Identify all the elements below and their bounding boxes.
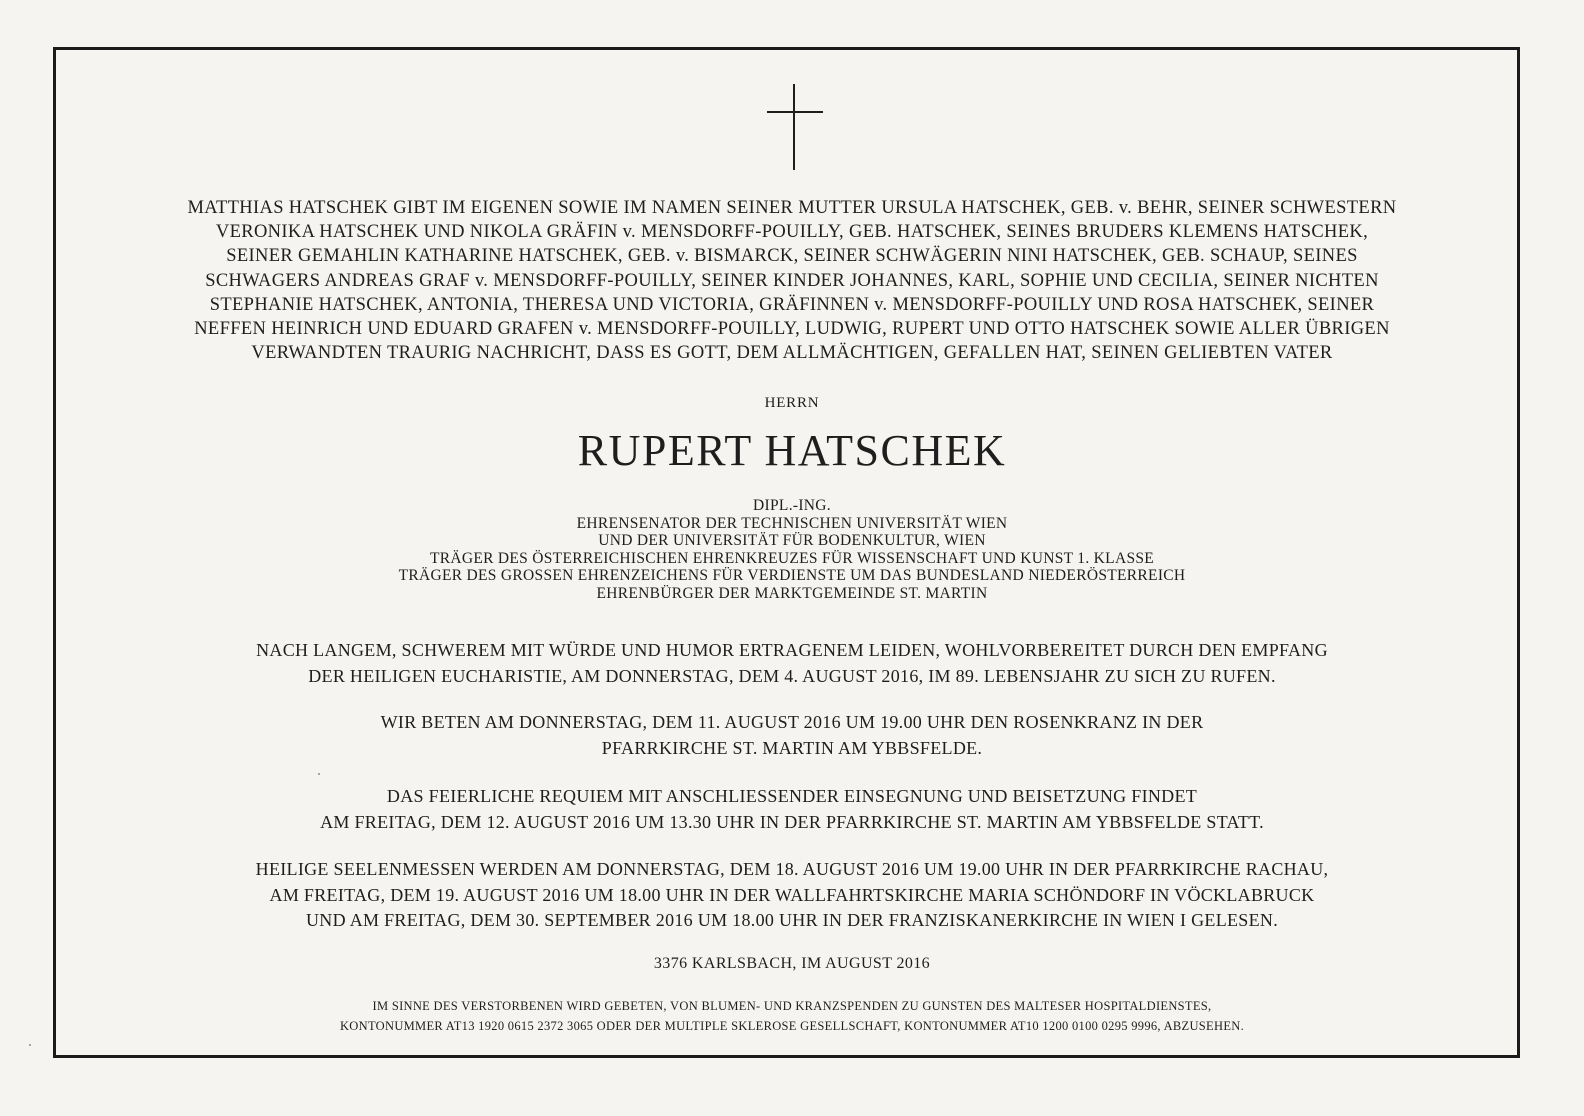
intro-line: SEINER GEMAHLIN KATHARINE HATSCHEK, GEB. v. BISMARCK, SEINER SCHWÄGERIN NINI HATSCHEK, GEB. SCHAUP, SEINES <box>226 246 1358 267</box>
requiem-line: DAS FEIERLICHE REQUIEM MIT ANSCHLIESSENDER EINSEGNUNG UND BEISETZUNG FINDET <box>386 786 1198 806</box>
rosary-line: WIR BETEN AM DONNERSTAG, DEM 11. AUGUST 2016 UM 19.00 UHR DEN ROSENKRANZ IN DER <box>380 712 1204 732</box>
title-line: UND DER UNIVERSITÄT FÜR BODENKULTUR, WIEN <box>598 532 986 550</box>
rosary-paragraph <box>100 710 1484 761</box>
cross-icon <box>767 84 823 170</box>
intro-line: SCHWAGERS ANDREAS GRAF v. MENSDORFF-POUILLY, SEINER KINDER JOHANNES, KARL, SOPHIE UND CECILIA, SEINER NICHTEN <box>205 270 1379 291</box>
rosary-line: PFARRKIRCHE ST. MARTIN AM YBBSFELDE. <box>601 737 983 758</box>
title-line: TRÄGER DES ÖSTERREICHISCHEN EHRENKREUZES FÜR WISSENSCHAFT UND KUNST 1. KLASSE <box>429 549 1155 567</box>
requiem-paragraph <box>100 784 1484 835</box>
masses-line: HEILIGE SEELENMESSEN WERDEN AM DONNERSTAG, DEM 18. AUGUST 2016 UM 19.00 UHR IN DER PFARRKIRCHE RACHAU, <box>255 859 1329 879</box>
cross-horizontal-bar <box>767 111 823 113</box>
paper-speck <box>29 1044 31 1046</box>
titles-list <box>100 497 1484 603</box>
masses-paragraph <box>100 857 1484 934</box>
footnote-line: IM SINNE DES VERSTORBENEN WIRD GEBETEN, VON BLUMEN- UND KRANZSPENDEN ZU GUNSTEN DES MALTESER HOSPITALDIENSTES, <box>372 999 1212 1013</box>
footnote-line: KONTONUMMER AT13 1920 0615 2372 3065 ODER DER MULTIPLE SKLEROSE GESELLSCHAFT, KONTONUMMER AT10 1200 0100 0295 9996, ABZUSEHEN. <box>339 1018 1245 1033</box>
intro-line: MATTHIAS HATSCHEK GIBT IM EIGENEN SOWIE IM NAMEN SEINER MUTTER URSULA HATSCHEK, GEB. v. BEHR, SEINER SCHWESTERN <box>187 198 1397 218</box>
masses-line: UND AM FREITAG, DEM 30. SEPTEMBER 2016 UM 18.00 UHR IN DER FRANZISKANERKIRCHE IN WIEN I GELESEN. <box>305 910 1279 930</box>
death-line: DER HEILIGEN EUCHARISTIE, AM DONNERSTAG, DEM 4. AUGUST 2016, IM 89. LEBENSJAHR ZU SICH ZU RUFEN. <box>308 665 1276 686</box>
death-paragraph <box>100 638 1484 689</box>
death-line: NACH LANGEM, SCHWEREM MIT WÜRDE UND HUMOR ERTRAGENEM LEIDEN, WOHLVORBEREITET DURCH DEN EMPFANG <box>256 640 1328 660</box>
intro-line: NEFFEN HEINRICH UND EDUARD GRAFEN v. MENSDORFF-POUILLY, LUDWIG, RUPERT UND OTTO HATSCHEK SOWIE ALLER ÜBRIGEN <box>194 319 1390 340</box>
cross-vertical-bar <box>793 84 795 170</box>
paper-speck <box>318 773 320 775</box>
intro-line: STEPHANIE HATSCHEK, ANTONIA, THERESA UND VICTORIA, GRÄFINNEN v. MENSDORFF-POUILLY UND ROSA HATSCHEK, SEINER <box>209 294 1375 315</box>
deceased-name: RUPERT HATSCHEK <box>577 426 1007 475</box>
title-line: EHRENBÜRGER DER MARKTGEMEINDE ST. MARTIN <box>596 584 988 602</box>
intro-line: VERWANDTEN TRAURIG NACHRICHT, DASS ES GOTT, DEM ALLMÄCHTIGEN, GEFALLEN HAT, SEINEN GELIEBTEN VATER <box>251 343 1333 364</box>
intro-line: VERONIKA HATSCHEK UND NIKOLA GRÄFIN v. MENSDORFF-POUILLY, GEB. HATSCHEK, SEINES BRUDERS KLEMENS HATSCHEK, <box>215 222 1369 243</box>
title-line: TRÄGER DES GROSSEN EHRENZEICHENS FÜR VERDIENSTE UM DAS BUNDESLAND NIEDERÖSTERREICH <box>398 567 1186 585</box>
salutation: HERRN <box>764 395 820 411</box>
donation-footnote <box>100 997 1484 1036</box>
title-line: EHRENSENATOR DER TECHNISCHEN UNIVERSITÄT WIEN <box>576 514 1008 532</box>
masses-line: AM FREITAG, DEM 19. AUGUST 2016 UM 18.00 UHR IN DER WALLFAHRTSKIRCHE MARIA SCHÖNDORF IN VÖCKLABRUCK <box>269 884 1315 905</box>
title-line: DIPL.-ING. <box>753 497 831 514</box>
requiem-line: AM FREITAG, DEM 12. AUGUST 2016 UM 13.30 UHR IN DER PFARRKIRCHE ST. MARTIN AM YBBSFELDE STATT. <box>320 811 1264 832</box>
intro-paragraph <box>100 196 1484 365</box>
place-date: 3376 KARLSBACH, IM AUGUST 2016 <box>653 955 931 972</box>
